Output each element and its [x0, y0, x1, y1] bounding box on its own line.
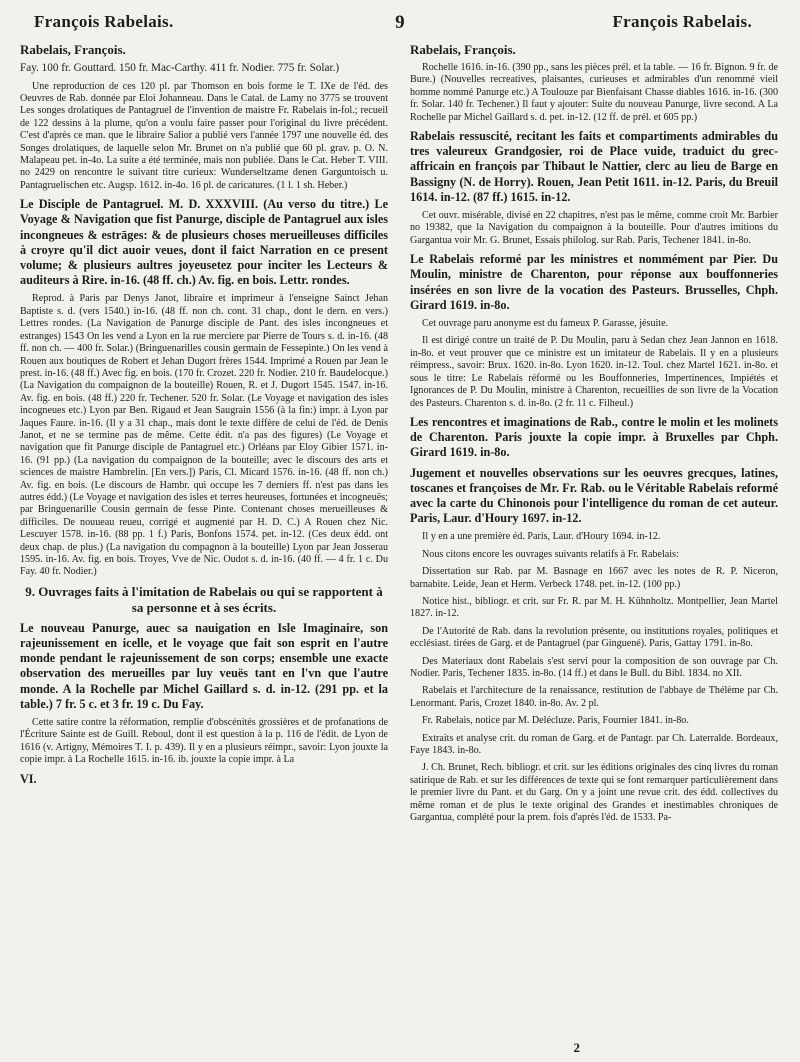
entry-paragraph: Jugement et nouvelles observations sur les oeuvres grecques, latines, toscanes et françoises de Mr. Fr. Rab. ou le Véritable Rabelais reformé avec la carte du Chinonois pour l'intelligence du roman de cet auteur. Paris, Laur. d'Houry 1697. in-12.	[410, 465, 778, 526]
note-paragraph: Rochelle 1616. in-16. (390 pp., sans les pièces prél. et la table. — 16 fr. Bignon. 9 fr. de Bure.) (Nouvelles recreatives, plaisantes, curieuses et admirables d'un renommé vieil homme nommé Panurge etc.) A Toulouze par Bienfaisant Chasse diables 1616. in-16. (300 fr. Solar. 140 fr. Techener.) Il faut y ajouter: Suite du nouveau Panurge, livre second. A La Rochelle par Michel Gaillard s. d. pet. in-12. (12 ff. de prél. et 605 pp.)	[410, 62, 778, 123]
section-heading: 9. Ouvrages faits à l'imitation de Rabelais ou qui se rapportent à sa personne et à ses écrits.	[25, 583, 383, 615]
right-column-heading: Rabelais, François.	[410, 42, 516, 57]
running-header	[20, 12, 780, 42]
note-paragraph: Il y en a une première éd. Paris, Laur. d'Houry 1694. in-12.	[422, 531, 661, 543]
note-paragraph: Une reproduction de ces 120 pl. par Thomson en bois forme le T. IXe de l'éd. des Oeuvres de Rab. donnée par Eloi Johanneau. Dans le Catal. de Lamy no 3775 se trouvent Les songes drolatiques de Pantagruel de l'invention de maistre Fr. Rabelais in-fol.; recueil de 122 dessins à la plume, qu'on a voulu faire passer pour l'original du livre précédent. C'est d'après ce man. que le libraire Salior a publié vers l'année 1797 une nouvelle éd. des Songes drolatiques, de laquelle selon Mr. Brunet on n'a publié que 60 pl. grav. p. O. N. Malapeau pet. in-4o. La suite a été terminée, mais non publiée. Dans le Cat. Heber T. VIII. no 2429 on rencontre le suivant titre curieux: Wunderseltzame denen Garguntoisch u. Pantagruelischen etc. Augsp. 1612. in-4o. 16 pl. de caricatures. (1 l. 1 sh. Heber.)	[20, 80, 388, 191]
left-column-heading: Rabelais, François.	[20, 42, 126, 57]
note-paragraph: Notice hist., bibliogr. et crit. sur Fr. R. par M. H. Kühnholtz. Montpellier, Jean Martel 1827. in-12.	[410, 595, 778, 620]
right-column	[410, 42, 778, 829]
note-paragraph: Cette satire contre la réformation, remplie d'obscénités grossières et de profanations de l'Écriture Sainte est de Guill. Reboul, dont il est question à la p. 116 de l'édit. de Lyon de 1616 (v. Artigny, Mémoires T. I. p. 439). Il y en a plusieurs réimpr., savoir: Lyon jouxte la copie impr. à La Rochelle 1615. in-16. ib. jouxte la copie impr. à La	[20, 717, 388, 766]
note-paragraph: Cet ouvrage paru anonyme est du fameux P. Garasse, jésuite.	[422, 318, 669, 330]
page-number: 9	[395, 12, 405, 33]
note-paragraph: Cet ouvr. misérable, divisé en 22 chapitres, n'est pas le même, comme croit Mr. Barbier no 19382, que la Navigation du compaignon à la bouteille. Pour d'autres imitions du Gargantua voir Mr. G. Brunet, Essais philolog. sur Rab. Paris, Techener 1841. in-8o.	[410, 210, 778, 246]
note-paragraph: J. Ch. Brunet, Rech. bibliogr. et crit. sur les éditions originales des cinq livres du roman satirique de Rab. et sur les différences de texte qui se font remarquer particulièrement dans le premier livre du Pant. et du Garg. On y a joint une revue crit. des édd. collectives du même roman et de plus le texte original des Grandes et inestimables chroniques de Gargantua, complété pour la prem. fois d'après l'éd. de 1533. Pa-	[410, 762, 778, 824]
entry-paragraph: Le Disciple de Pantagruel. M. D. XXXVIII. (Au verso du titre.) Le Voyage & Navigation que fist Panurge, disciple de Pantagruel aux isles incongneues & estrāges: & de plusieurs choses merueilleuses difficiles à croyre qu'il dict auoir veues, dont il faict Narration en ce present volume; & plusieurs aultres joyeusetez pour inciter les Lecteurs & auditeurs à Rire. in-16. (48 ff. ch.) Av. fig. en bois. Lettr. rondes.	[20, 197, 388, 288]
note-paragraph: Fr. Rabelais, notice par M. Delécluze. Paris, Fournier 1841. in-8o.	[422, 715, 689, 727]
signature-mark: 2	[573, 1040, 580, 1055]
note-paragraph: De l'Autorité de Rab. dans la revolution présente, ou institutions royales, politiques et ecclésiast. tirées de Garg. et de Pantagruel (par Ginguené). Paris, Gattay 1791. in-8o.	[410, 625, 778, 650]
left-column	[20, 42, 388, 829]
note-paragraph: Rabelais et l'architecture de la renaissance, restitution de l'abbaye de Thélème par Ch. Lenormant. Paris, Crozet 1840. in-8o. Av. 2 pl.	[410, 685, 778, 709]
entry-paragraph: Fay. 100 fr. Gouttard. 150 fr. Mac-Carthy. 411 fr. Nodier. 775 fr. Solar.)	[20, 62, 340, 74]
entry-paragraph: Le Rabelais reformé par les ministres et nommément par Pier. Du Moulin, ministre de Charenton, pour réponse aux bouffonneries insérées en son livre de la vocation des Pasteurs. Brusselles, Chph. Girard 1619. in-8o.	[410, 252, 778, 312]
two-column-body	[20, 42, 780, 829]
note-paragraph: Nous citons encore les ouvrages suivants relatifs à Fr. Rabelais:	[422, 548, 679, 560]
note-paragraph: Extraits et analyse crit. du roman de Garg. et de Pantagr. par Ch. Laterralde. Bordeaux, Faye 1843. in-8o.	[410, 732, 778, 757]
note-paragraph: Reprod. à Paris par Denys Janot, libraire et imprimeur à l'enseigne Sainct Jehan Baptiste s. d. (vers 1540.) in-16. (48 ff. non ch. cont. 31 chap., dont le dern. en vers.) Lettres rondes. (La Navigation de Panurge disciple de Pant. des isles incongneues et estranges) 1543 On les vend a Lyon en la rue merciere par Pierre de Tours s. d. in-16. (48 ff. non ch. — 400 fr. Solar.) (Bringuenarilles cousin germain de Fessepinte.) On les vend à Rouen aux boutiques de Robert et Jehan Dugort frères 1544. Imprimé a Rouen par Jean le prest. in-16. (48 ff.) Avec fig. en bois. (170 fr. Crozet. 220 fr. Nodier. 210 fr. Baudelocque.) (La Navigation du compaignon de la bouteille) Rouen, R. et J. Dugort 1545. 1547. in-16. Av. fig. en bois. (48 ff.) 220 fr. Techener. 520 fr. Solar. (Le Voyage et navigation des isles incogneues etc.) Lyon par Ben. Rigaud et Jean Saugrain 1556 (à la fin:) impr. à Lyon par Jaques Faure. in-16. (Il y a 31 chap., mais dont le texte diffère de celui de l'éd. de Denis Janot, et ne se termine pas de même. Cette édit. n'a pas des figures) (Le Voyage et navigation que fit Panurge disciple de Pantagruel etc.) Orléans par Eloy Gibier 1571. in-16. (91 pp.) (La navigation du compaignon de la bouteille; avec le discours des arts et sciences de maistre Hambrelin. [En vers.]) Paris, Cl. Micard 1576. in-16. (48 ff. non ch.) Av. fig. en bois. (Le discours de Hambr. qui occupe les 7 derniers ff. n'est pas dans les autres édd.) (Le Voyage et navigation des isles et terres heureuses, fortunées et incogneuës; par Bringuenarille Cousin germain de fesse Pinte. Contenant choses merueilleuses & difficiles. De nouueau reueu, corrigé et augmenté par H. D. C.) A Rouen chez Nic. Lescuyer 1578. in-16. (88 pp. 1 f.) Paris, Bonfons 1574. pet. in-12. (Ces deux édd. ont deux chap. de plus.) (La navigation du compagnon à la bouteille) Lyon par Jean Josserau 1595. in-16. Av. fig. en bois. Troyes, Vve de Nic. Oudot s. d. in-16. (40 ff. — 4 fr. 1 c. Du Fay. 40 fr. Nodier.)	[20, 293, 388, 578]
header-left-title: François Rabelais.	[34, 12, 174, 31]
header-right-title: François Rabelais.	[612, 12, 752, 31]
entry-paragraph: Les rencontres et imaginations de Rab., contre le molin et les molinets de Charenton. Paris jouxte la copie impr. à Bruxelles par Chph. Girard 1619. in-8o.	[410, 414, 778, 460]
note-paragraph: Des Materiaux dont Rabelais s'est servi pour la composition de son ouvrage par Ch. Nodier. Paris, Techener 1835. in-8o. (14 ff.) et dans le Bull. du Bibl. 1834. no XII.	[410, 655, 778, 679]
entry-paragraph: Rabelais ressuscité, recitant les faits et compartiments admirables du tres valeureux Grandgosier, roi de Place vuide, traduict du grec-affricain en françois par Thibaut le Nattier, clerc au lieu de Barge en Bassigny (N. de Horry). Rouen, Jean Petit 1611. in-12. Paris, du Breuil 1614. in-12. (87 ff.) 1615. in-12.	[410, 129, 778, 204]
note-paragraph: Il est dirigé contre un traité de P. Du Moulin, paru à Sedan chez Jean Jannon en 1618. in-8o. et veut prouver que ce ministre est un imitateur de Rabelais. Il y en a plusieurs réimpress., savoir: Brux. 1620. in-8o. Lyon 1620. in-12. Toul. chez Martel 1621. in-8o. et sous le titre: Le Rabelais réformé ou les Bouffonneries, Impertinences, Impiétés et Ignorances de P. Du Moulin, ministre à Charenton, recueillies de son livre de la Vocation des Pasteurs. Charenton s. d. in-8o. (2 fr. 11 c. Filheul.)	[410, 335, 778, 409]
entry-paragraph: Le nouveau Panurge, auec sa nauigation en Isle Imaginaire, son rajeunissement en icelle, et le voyage que fait son esprit en l'autre monde pendant le rajeunissement de son corps; ensemble une exacte observation des merueilles par luy veuës tant en l'vn que l'autre monde. A la Rochelle par Michel Gaillard s. d. in-12. (291 pp. et la table.) 7 fr. 5 c. et 3 fr. 19 c. Du Fay.	[20, 620, 388, 711]
trailing-text: VI.	[20, 771, 37, 786]
note-paragraph: Dissertation sur Rab. par M. Basnage en 1667 avec les notes de R. P. Niceron, barnabite. Leide, Jean et Herm. Verbeck 1748. pet. in-12. (100 pp.)	[410, 566, 778, 590]
